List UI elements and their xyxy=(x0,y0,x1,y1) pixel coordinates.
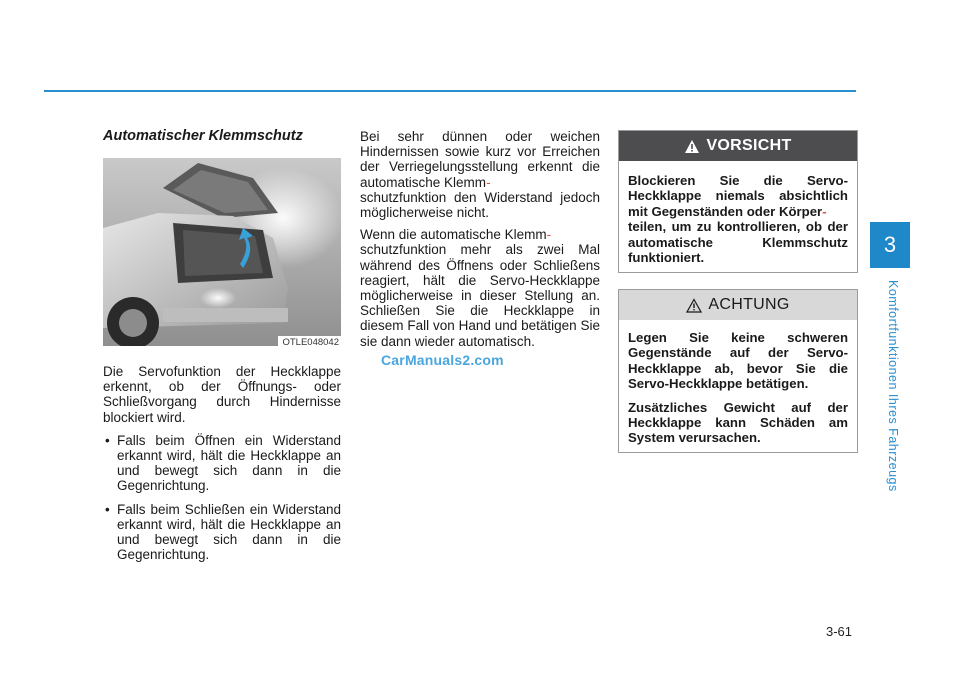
caution-header xyxy=(619,131,857,161)
notice-title: ACHTUNG xyxy=(708,296,790,313)
bullet-icon: • xyxy=(105,501,110,517)
warning-triangle-icon xyxy=(684,139,700,154)
notice-box xyxy=(618,289,858,453)
header-rule xyxy=(44,90,856,92)
car-tailgate-image xyxy=(103,158,341,346)
page-number: 3-61 xyxy=(826,624,853,639)
caution-body xyxy=(619,161,857,265)
tailgate-illustration xyxy=(103,158,341,346)
list-item xyxy=(103,502,341,563)
caution-text: Blockieren Sie die Servo-Heckklappe niemals absichtlich mit Gegenständen oder Körper- teilen, um zu kontrollieren, ob der automatische Klemmschutz funktioniert. xyxy=(628,173,848,266)
notice-text-1: Legen Sie keine schweren Gegenstände auf der Servo-Heckklappe ab, bevor Sie die Servo-Heckklappe betätigen. xyxy=(628,330,848,392)
caution-title: VORSICHT xyxy=(706,137,792,154)
watermark: CarManuals2.com xyxy=(381,352,504,368)
bullet-list xyxy=(103,433,341,563)
left-column xyxy=(103,128,341,570)
figure-code: OTLE048042 xyxy=(278,336,341,348)
chapter-title: Komfortfunktionen Ihres Fahrzeugs xyxy=(886,280,900,492)
chapter-tab: 3 xyxy=(870,222,910,268)
notice-text-2: Zusätzliches Gewicht auf der Heckklappe kann Schäden am System verursachen. xyxy=(628,399,848,446)
bullet-icon: • xyxy=(105,432,110,448)
middle-column xyxy=(360,129,600,349)
list-item-text: Falls beim Schließen ein Widerstand erkannt wird, hält die Heckklappe an und bewegt sich dann in die Gegenrichtung. xyxy=(117,501,341,563)
paragraph-repeated-activation: Wenn die automatische Klemm- schutzfunktion mehr als zwei Mal während des Öffnens oder Schließens reagiert, hält die Servo-Heckklappe möglicherweise in dieser Stellung an. Schließen Sie die Heckklappe in diesem Fall von Hand und betätigen Sie sie dann wieder automatisch. xyxy=(360,227,600,349)
list-item xyxy=(103,433,341,494)
list-item-text: Falls beim Öffnen ein Widerstand erkannt wird, hält die Heckklappe an und bewegt sich dann in die Gegenrichtung. xyxy=(117,432,341,494)
caution-box xyxy=(618,130,858,273)
notice-header xyxy=(619,290,857,320)
intro-paragraph: Die Servofunktion der Heckklappe erkennt, ob der Öffnungs- oder Schließvorgang durch Hindernisse blockiert wird. xyxy=(103,364,341,425)
section-heading: Automatischer Klemmschutz xyxy=(103,128,303,144)
notice-body xyxy=(619,320,857,446)
paragraph-thin-obstacles: Bei sehr dünnen oder weichen Hindernissen sowie kurz vor Erreichen der Verriegelungsstellung erkennt die automatische Klemm- schutzfunktion den Widerstand jedoch möglicherweise nicht. xyxy=(360,129,600,221)
warning-triangle-icon xyxy=(686,298,702,313)
